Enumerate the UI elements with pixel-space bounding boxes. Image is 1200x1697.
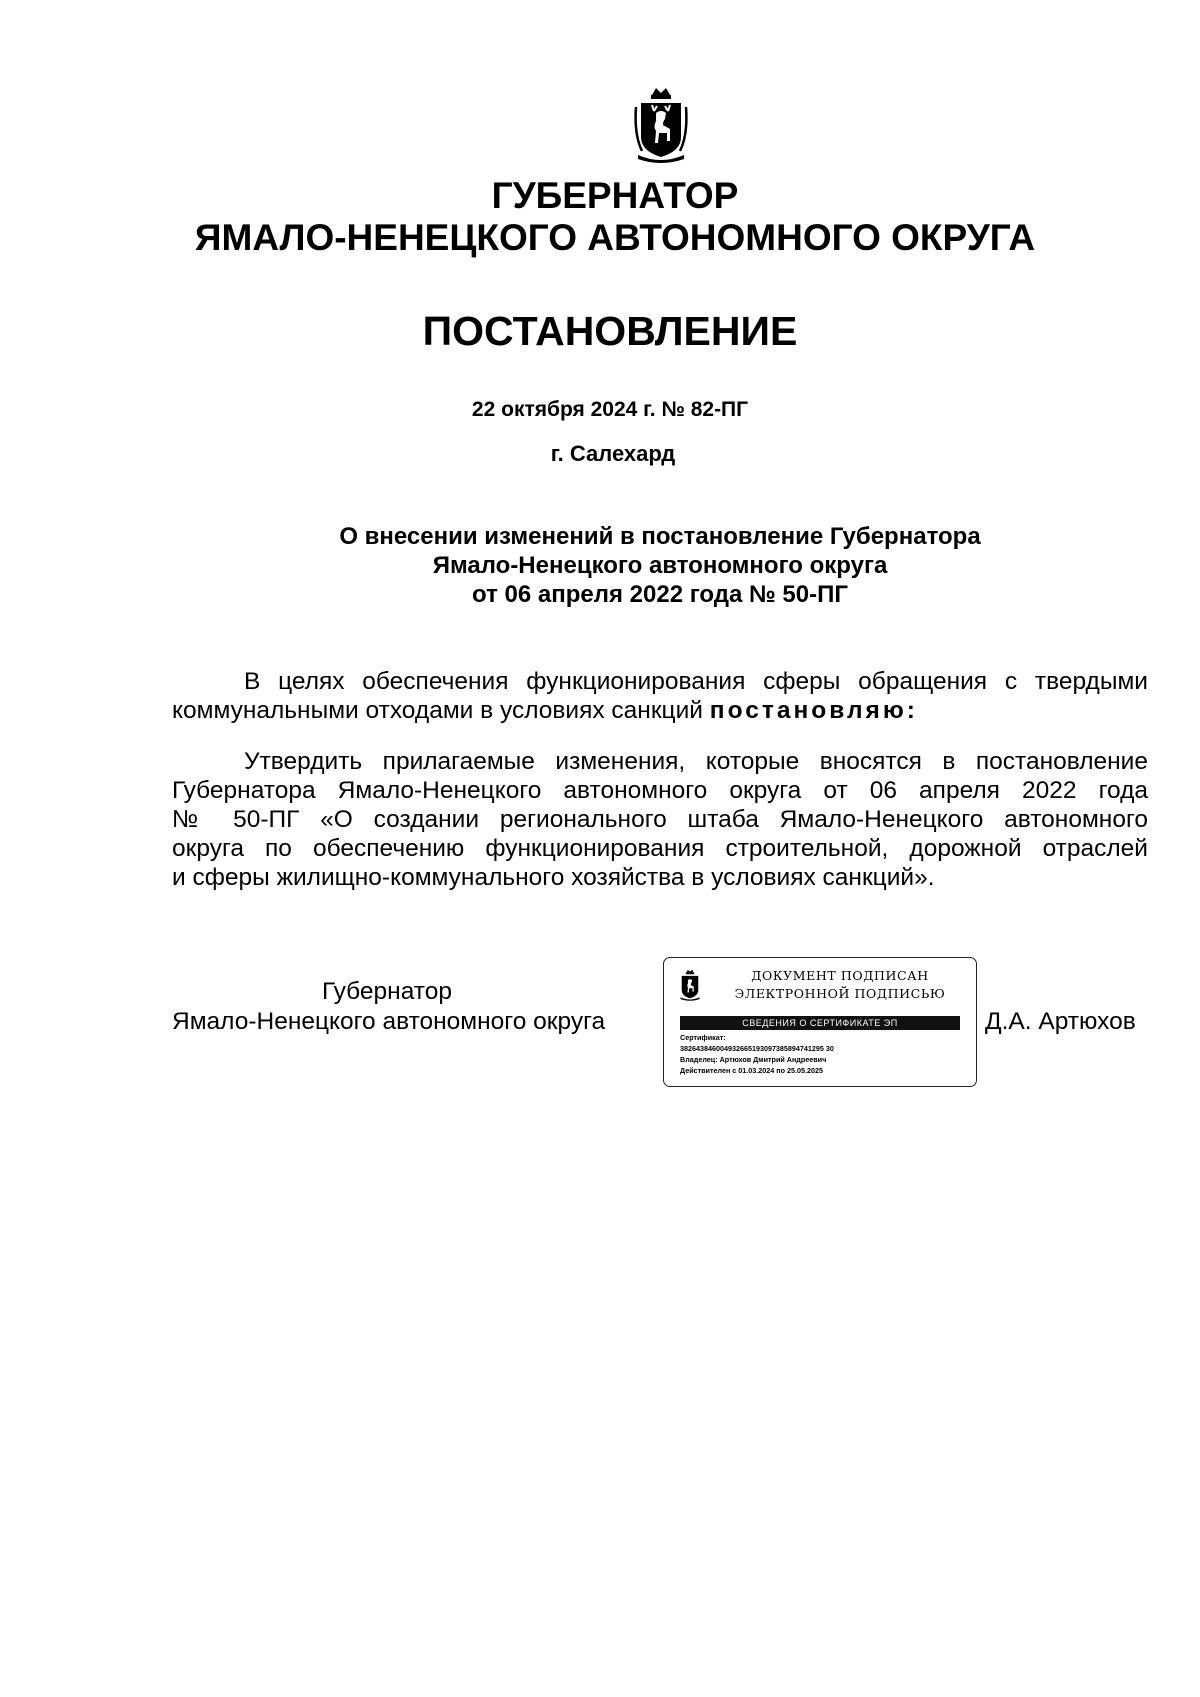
preamble-paragraph bbox=[172, 667, 1148, 725]
signatory-position bbox=[172, 977, 642, 1037]
resolution-paragraph bbox=[172, 747, 1148, 892]
document-city: г. Салехард bbox=[550, 441, 676, 466]
authority-region: ЯМАЛО-НЕНЕЦКОГО АВТОНОМНОГО ОКРУГА bbox=[194, 217, 1036, 258]
subject-line: от 06 апреля 2022 года № 50-ПГ bbox=[472, 581, 848, 608]
coat-of-arms-icon bbox=[678, 968, 702, 1002]
certificate-info-bar: СВЕДЕНИЯ О СЕРТИФИКАТЕ ЭП bbox=[680, 1016, 960, 1030]
certificate-validity: Действителен с 01.03.2024 по 25.05.2025 bbox=[680, 1066, 823, 1075]
subject-line: Ямало-Ненецкого автономного округа bbox=[432, 552, 888, 579]
stamp-title-line: ЭЛЕКТРОННОЙ ПОДПИСЬЮ bbox=[734, 986, 946, 1001]
coat-of-arms-icon bbox=[632, 85, 690, 165]
paragraph-text: коммунальными отходами в условиях санкций bbox=[172, 697, 710, 724]
signatory-region: Ямало-Ненецкого автономного округа bbox=[172, 1008, 606, 1035]
certificate-owner: Владелец: Артюхов Дмитрий Андреевич bbox=[680, 1055, 827, 1064]
certificate-label: Сертификат: bbox=[680, 1033, 726, 1042]
certificate-serial: 382643846004932665193097385894741295 30 bbox=[680, 1044, 834, 1053]
resolution-keyword: постановляю: bbox=[709, 697, 918, 724]
e-signature-stamp bbox=[663, 957, 977, 1087]
paragraph-line: и сферы жилищно-коммунального хозяйства в условиях санкций». bbox=[172, 864, 935, 891]
paragraph-line: Губернатора Ямало-Ненецкого автономного округа от 06 апреля 2022 года bbox=[172, 777, 1148, 804]
document-subject bbox=[300, 522, 1020, 609]
authority-title: ГУБЕРНАТОР bbox=[491, 175, 739, 216]
paragraph-line: В целях обеспечения функционирования сферы обращения с твердыми bbox=[244, 668, 1148, 695]
stamp-title bbox=[714, 967, 966, 1003]
paragraph-line bbox=[172, 696, 1148, 725]
signatory-title: Губернатор bbox=[322, 978, 452, 1005]
paragraph-line: округа по обеспечению функционирования строительной, дорожной отраслей bbox=[172, 835, 1148, 862]
stamp-title-line: ДОКУМЕНТ ПОДПИСАН bbox=[751, 968, 929, 983]
subject-line: О внесении изменений в постановление Губернатора bbox=[339, 523, 981, 550]
paragraph-line: Утвердить прилагаемые изменения, которые вносятся в постановление bbox=[244, 748, 1148, 775]
signatory-name: Д.А. Артюхов bbox=[985, 1008, 1136, 1035]
document-date-number: 22 октября 2024 г. № 82-ПГ bbox=[471, 398, 749, 421]
paragraph-line: № 50-ПГ «О создании регионального штаба Ямало-Ненецкого автономного bbox=[172, 806, 1148, 833]
document-type: ПОСТАНОВЛЕНИЕ bbox=[422, 308, 798, 354]
certificate-details bbox=[680, 1032, 970, 1076]
